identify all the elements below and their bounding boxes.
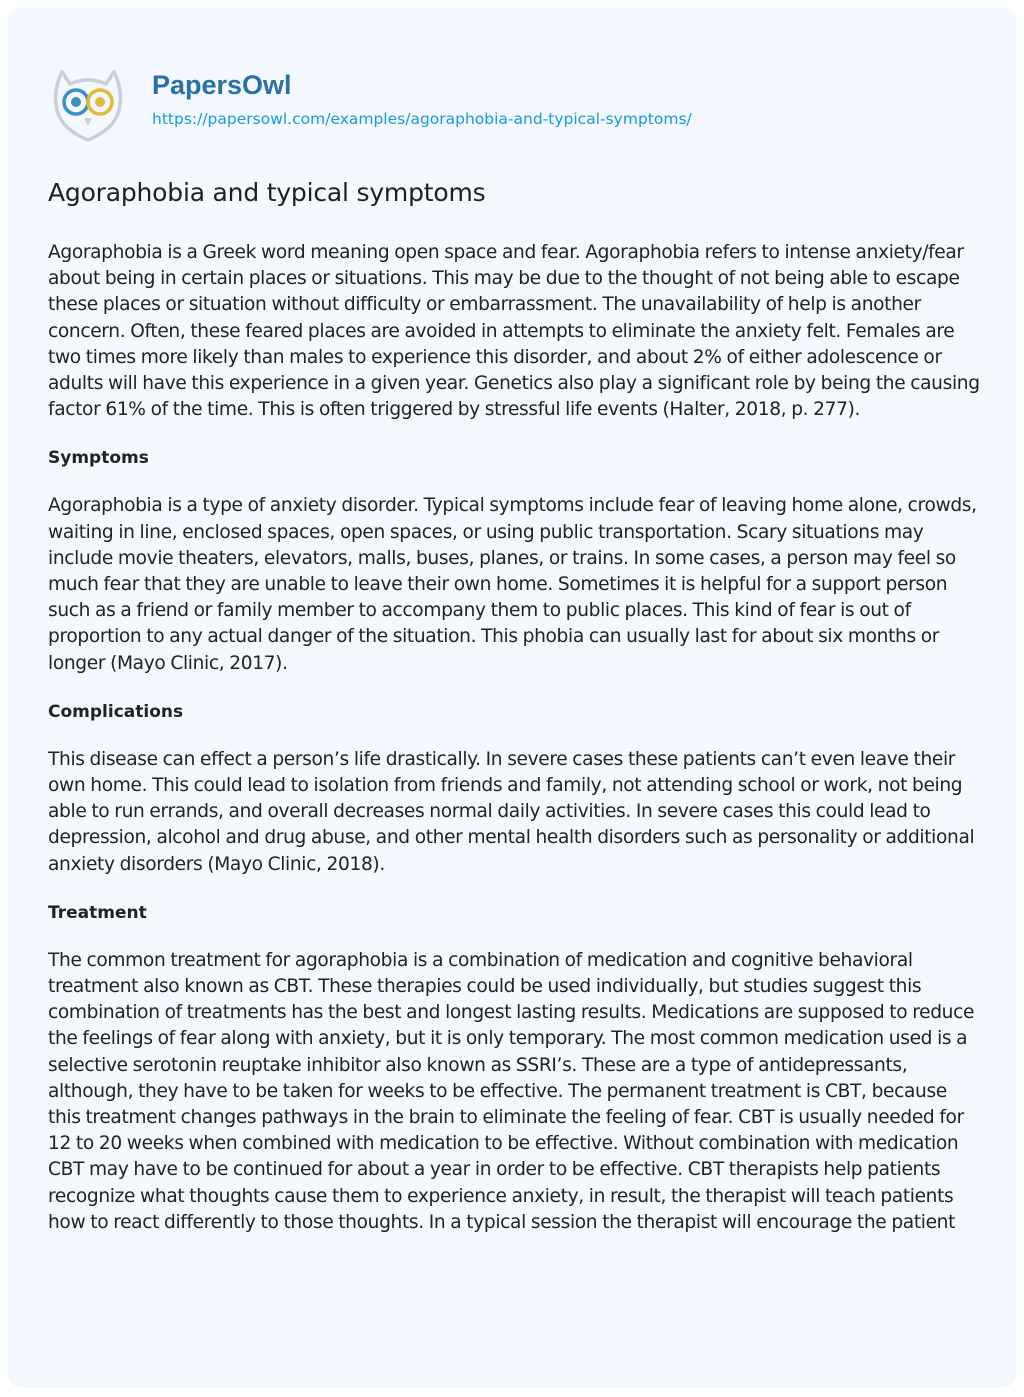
- page-card: [8, 8, 1016, 1388]
- section-paragraph-symptoms: Agoraphobia is a type of anxiety disorder. Typical symptoms include fear of leaving home alone, crowds, waiting in line, enclosed spaces, open spaces, or using public transportation. Scary situations may include movie theaters, elevators, malls, buses, planes, or trains. In some cases, a person may feel so much fear that they are unable to leave their own home. Sometimes it is helpful for a support person such as a friend or family member to accompany them to public places. This kind of fear is out of proportion to any actual danger of the situation. This phobia can usually last for about six months or longer (Mayo Clinic, 2017).: [48, 495, 977, 674]
- section-paragraph-treatment: The common treatment for agoraphobia is a combination of medication and cognitive behavioral treatment also known as CBT. These therapies could be used individually, but studies suggest this combination of treatments has the best and longest lasting results. Medications are supposed to reduce the feelings of fear along with anxiety, but it is only temporary. The most common medication used is a selective serotonin reuptake inhibitor also known as SSRI’s. These are a type of antidepressants, although, they have to be taken for weeks to be effective. The permanent treatment is CBT, because this treatment changes pathways in the brain to eliminate the feeling of fear. CBT is usually needed for 12 to 20 weeks when combined with medication to be effective. Without combination with medication CBT may have to be continued for about a year in order to be effective. CBT therapists help patients recognize what thoughts cause them to experience anxiety, in result, the therapist will teach patients how to react differently to those thoughts. In a typical session the therapist will encourage the patient: [48, 949, 975, 1233]
- source-url-link[interactable]: https://papersowl.com/examples/agoraphobia-and-typical-symptoms/: [152, 110, 692, 128]
- owl-logo-icon[interactable]: [48, 64, 128, 144]
- header: [48, 64, 968, 144]
- intro-paragraph: Agoraphobia is a Greek word meaning open space and fear. Agoraphobia refers to intense anxiety/fear about being in certain places or situations. This may be due to the thought of not being able to escape these places or situation without difficulty or embarrassment. The unavailability of help is another concern. Often, these feared places are avoided in attempts to eliminate the anxiety felt. Females are two times more likely than males to experience this disorder, and about 2% of either adolescence or adults will have this experience in a given year. Genetics also play a significant role by being the causing factor 61% of the time. This is often triggered by stressful life events (Halter, 2018, p. 277).: [48, 242, 980, 421]
- section-heading-treatment: Treatment: [48, 902, 147, 923]
- section-heading-complications: Complications: [48, 701, 184, 722]
- page-title: Agoraphobia and typical symptoms: [48, 178, 486, 207]
- article: [48, 176, 984, 1260]
- brand-name[interactable]: PapersOwl: [152, 70, 292, 100]
- section-paragraph-complications: This disease can effect a person’s life drastically. In severe cases these patients can’t even leave their own home. This could lead to isolation from friends and family, not attending school or work, not being able to run errands, and overall decreases normal daily activities. In severe cases this could lead to depression, alcohol and drug abuse, and other mental health disorders such as personality or additional anxiety disorders (Mayo Clinic, 2018).: [48, 748, 975, 875]
- section-heading-symptoms: Symptoms: [48, 448, 149, 469]
